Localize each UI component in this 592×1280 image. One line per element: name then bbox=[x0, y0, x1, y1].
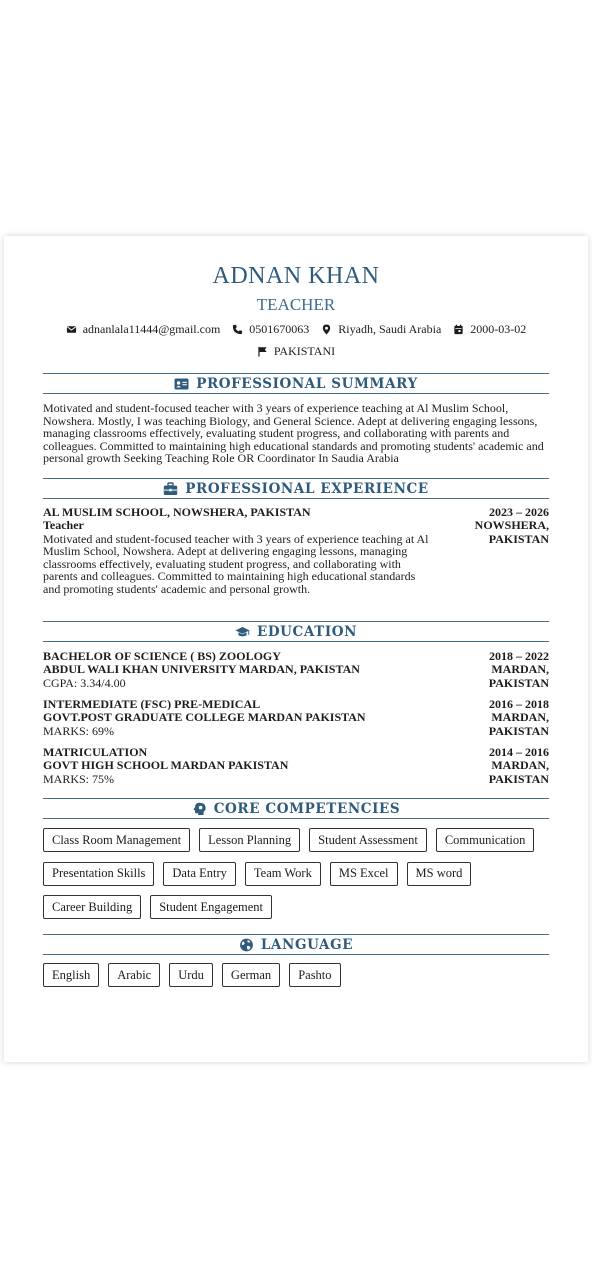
competency-chip: Student Engagement bbox=[150, 895, 272, 919]
experience-org: AL MUSLIM SCHOOL, NOWSHERA, PAKISTAN bbox=[43, 505, 311, 519]
email-text: adnanlala11444@gmail.com bbox=[82, 322, 221, 336]
contact-row bbox=[43, 322, 549, 337]
candidate-role: TEACHER bbox=[256, 295, 336, 314]
calendar-icon bbox=[453, 324, 464, 335]
education-dates: 2018 – 2022 bbox=[489, 649, 549, 663]
competency-chip: Lesson Planning bbox=[199, 828, 300, 852]
dob-text: 2000-03-02 bbox=[470, 322, 527, 336]
education-degree: BACHELOR OF SCIENCE ( BS) ZOOLOGY bbox=[43, 649, 281, 663]
language-chip: Urdu bbox=[169, 963, 213, 987]
competencies-title: CORE COMPETENCIES bbox=[213, 800, 401, 817]
envelope-icon bbox=[66, 324, 77, 335]
globe-icon bbox=[239, 938, 254, 952]
education-location: MARDAN, PAKISTAN bbox=[488, 710, 549, 738]
competency-chip: Team Work bbox=[245, 862, 321, 886]
education-heading bbox=[43, 621, 549, 642]
phone-text: 0501670063 bbox=[249, 322, 310, 336]
id-card-icon bbox=[174, 377, 189, 391]
location-text: Riyadh, Saudi Arabia bbox=[338, 322, 442, 336]
flag-icon bbox=[257, 346, 268, 357]
competency-chip: Career Building bbox=[43, 895, 141, 919]
experience-description: Motivated and student-focused teacher with 3 years of experience teaching at Al Muslim School, Nowshera. Adept at delivering engaging lessons, managing classrooms effectively, evaluating student progress, and collaborating with parents and colleagues. Committed to maintaining high educational standards and promoting students' academic and personal growth. bbox=[43, 531, 429, 596]
brain-icon bbox=[192, 802, 207, 816]
experience-position: Teacher bbox=[43, 518, 84, 533]
contact-dob bbox=[453, 322, 526, 337]
contact-email[interactable] bbox=[66, 322, 221, 337]
competency-chip: Student Assessment bbox=[309, 828, 427, 852]
education-dates: 2016 – 2018 bbox=[489, 697, 549, 711]
education-degree: INTERMEDIATE (FSC) PRE-MEDICAL bbox=[43, 697, 261, 711]
contact-location bbox=[321, 322, 441, 337]
competency-chip: MS Excel bbox=[330, 862, 398, 886]
education-location: MARDAN, PAKISTAN bbox=[488, 758, 549, 786]
competencies-heading bbox=[43, 798, 549, 819]
experience-location: NOWSHERA, PAKISTAN bbox=[474, 518, 549, 546]
briefcase-icon bbox=[163, 482, 178, 496]
nationality-text: PAKISTANI bbox=[273, 344, 336, 358]
experience-title: PROFESSIONAL EXPERIENCE bbox=[185, 480, 429, 497]
language-chip: English bbox=[43, 963, 99, 987]
competency-chip: MS word bbox=[407, 862, 472, 886]
education-institution: GOVT HIGH SCHOOL MARDAN PAKISTAN bbox=[43, 758, 289, 773]
education-detail: MARKS: 69% bbox=[43, 723, 115, 738]
language-heading bbox=[43, 934, 549, 955]
resume-page bbox=[4, 236, 588, 1062]
education-degree: MATRICULATION bbox=[43, 745, 148, 759]
language-list bbox=[43, 963, 549, 997]
education-institution: GOVT.POST GRADUATE COLLEGE MARDAN PAKISTAN bbox=[43, 710, 366, 725]
language-title: LANGUAGE bbox=[260, 936, 354, 953]
graduation-cap-icon bbox=[235, 625, 250, 639]
competency-chip: Presentation Skills bbox=[43, 862, 154, 886]
education-institution: ABDUL WALI KHAN UNIVERSITY MARDAN, PAKISTAN bbox=[43, 662, 360, 677]
phone-icon bbox=[232, 324, 243, 335]
competency-chip: Communication bbox=[436, 828, 535, 852]
competency-chip: Class Room Management bbox=[43, 828, 190, 852]
contact-phone[interactable] bbox=[232, 322, 309, 337]
contact-nationality bbox=[257, 344, 335, 359]
competency-chip: Data Entry bbox=[163, 862, 236, 886]
map-pin-icon bbox=[321, 324, 332, 335]
summary-title: PROFESSIONAL SUMMARY bbox=[196, 375, 418, 392]
summary-text: Motivated and student-focused teacher with 3 years of experience teaching at Al Muslim School, Nowshera. Mostly, I was teaching Biology, and General Science. Adept at delivering engaging lessons, managing classrooms effectively, evaluating student progress, and collaborating with parents and colleagues. Committed to maintaining high educational standards and promoting students' academic and personal growth Seeking Teaching Role OR Coordinator In Saudia Arabia bbox=[43, 401, 544, 466]
education-detail: CGPA: 3.34/4.00 bbox=[43, 675, 126, 690]
summary-heading bbox=[43, 373, 549, 394]
language-chip: Pashto bbox=[289, 963, 340, 987]
experience-heading bbox=[43, 478, 549, 499]
language-chip: Arabic bbox=[108, 963, 160, 987]
candidate-name: ADNAN KHAN bbox=[212, 263, 380, 289]
education-detail: MARKS: 75% bbox=[43, 771, 115, 786]
education-dates: 2014 – 2016 bbox=[489, 745, 549, 759]
education-title: EDUCATION bbox=[256, 623, 358, 640]
experience-dates: 2023 – 2026 bbox=[489, 505, 549, 519]
education-location: MARDAN, PAKISTAN bbox=[488, 662, 549, 690]
competencies-list bbox=[43, 828, 549, 929]
language-chip: German bbox=[222, 963, 280, 987]
nationality-row bbox=[43, 344, 549, 359]
